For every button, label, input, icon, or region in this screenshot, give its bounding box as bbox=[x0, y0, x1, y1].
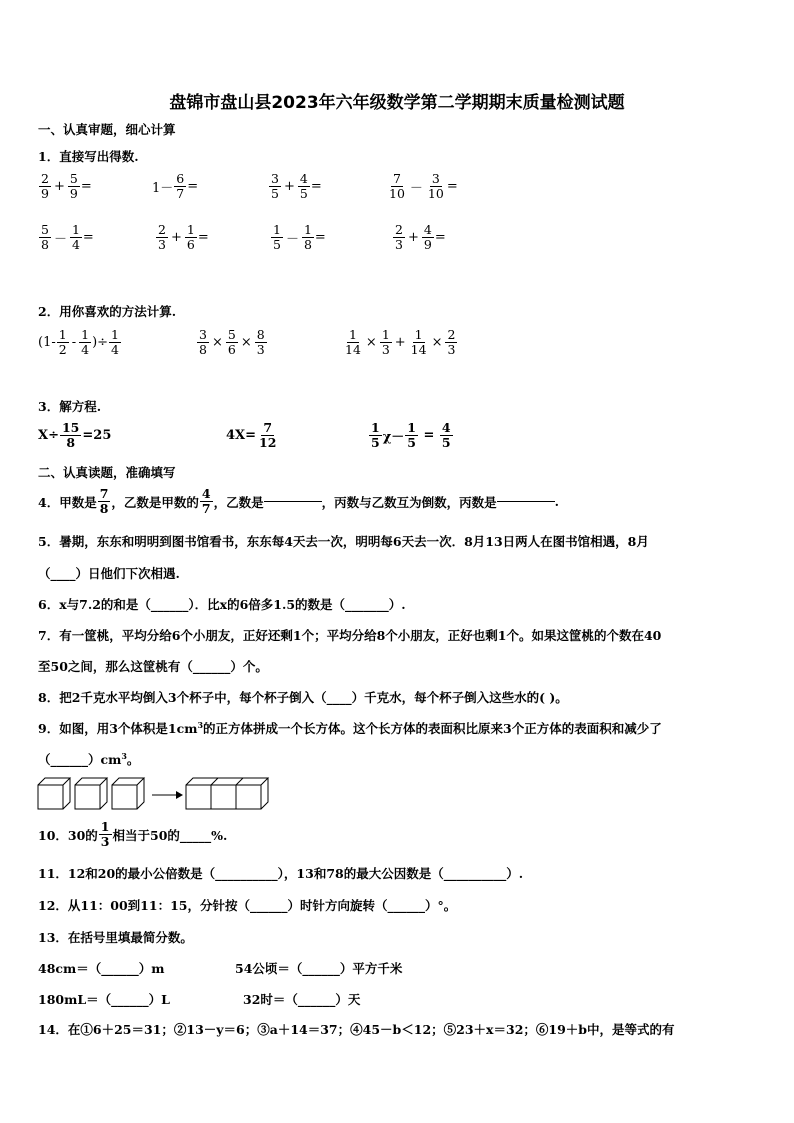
q8: 8．把2千克水平均倒入3个杯子中，每个杯子倒入（____）千克水，每个杯子倒入这些水的( )。 bbox=[38, 690, 568, 705]
fraction: $\frac{2}{3}$ bbox=[395, 222, 403, 253]
q2-label: 2．用你喜欢的方法计算. bbox=[38, 304, 177, 319]
q13-a: 48cm＝（______）m bbox=[38, 961, 165, 976]
q9-line1: 9．如图，用3个体积是$1cm^3$的正方体拼成一个长方体。这个长方体的表面积比原来3个正方体的表面积和减少了 bbox=[38, 719, 662, 736]
fraction: $\frac{3}{5}$ bbox=[271, 171, 279, 202]
fraction: $\frac{3}{8}$ bbox=[199, 327, 207, 358]
q1-r1-b: 1－ $\frac{6}{7}$ = bbox=[152, 171, 199, 202]
q13-b: 54公顷＝（______）平方千米 bbox=[235, 961, 403, 976]
answer-blank bbox=[264, 501, 322, 502]
q13-d: 32时＝（______）天 bbox=[243, 992, 361, 1007]
q6: 6．x与7.2的和是（______）．比x的6倍多1.5的数是（_______）. bbox=[38, 597, 406, 612]
q3-b: 4X= $\frac{7}{12}$ bbox=[226, 420, 277, 451]
fraction: $\frac{5}{9}$ bbox=[69, 171, 78, 202]
q4: 4．甲数是 $\frac{7}{8}$ ，乙数是甲数的 $\frac{4}{7}$ ，乙数是 ，丙数与乙数互为倒数，丙数是 . bbox=[38, 486, 560, 517]
fraction: $\frac{4}{5}$ bbox=[441, 420, 451, 451]
fraction: $\frac{8}{3}$ bbox=[256, 327, 265, 358]
q7-line1: 7．有一筐桃，平均分给6个小朋友，正好还剩1个；平均分给8个小朋友，正好也剩1个。如果这筐桃的个数在40 bbox=[38, 628, 662, 643]
answer-blank bbox=[497, 501, 555, 502]
fraction: $\frac{1}{5}$ bbox=[273, 222, 281, 253]
fraction: $\frac{1}{6}$ bbox=[186, 222, 195, 253]
fraction: $\frac{15}{8}$ bbox=[61, 420, 80, 451]
q3-c: $\frac{1}{5}$ χ－ $\frac{1}{5}$ = $\frac{4}{5}$ bbox=[371, 420, 451, 451]
fraction: $\frac{5}{8}$ bbox=[41, 222, 49, 253]
q7-line2: 至50之间，那么这筐桃有（______）个。 bbox=[38, 659, 268, 674]
fraction: $\frac{1}{4}$ bbox=[81, 327, 90, 358]
fraction: $\frac{1}{14}$ bbox=[410, 327, 427, 358]
q1-r2-d: $\frac{2}{3}$ + $\frac{4}{9}$ = bbox=[395, 222, 446, 253]
fraction: $\frac{1}{8}$ bbox=[303, 222, 312, 253]
cube-figure bbox=[36, 776, 272, 812]
fraction: $\frac{1}{5}$ bbox=[407, 420, 416, 451]
fraction: $\frac{1}{3}$ bbox=[381, 327, 390, 358]
section-1-heading: 一、认真审题，细心计算 bbox=[38, 122, 176, 137]
q14: 14．在①6＋25＝31；②13－y＝6；③a＋14＝37；④45－b＜12；⑤23＋x＝32；⑥19＋b中，是等式的有 bbox=[38, 1022, 675, 1037]
q12: 12．从11：00到11：15，分针按（______）时针方向旋转（______）°。 bbox=[38, 898, 457, 913]
q5-line1: 5．暑期，东东和明明到图书馆看书，东东每4天去一次，明明每6天去一次．8月13日两人在图书馆相遇，8月 bbox=[38, 534, 649, 549]
q2-b: $\frac{3}{8}$ × $\frac{5}{6}$ × $\frac{8}{3}$ bbox=[199, 327, 265, 358]
fraction: $\frac{7}{10}$ bbox=[389, 171, 405, 202]
q1-r1-c: $\frac{3}{5}$ + $\frac{4}{5}$ = bbox=[271, 171, 322, 202]
q13-c: 180mL＝（______）L bbox=[38, 992, 170, 1007]
q2-c: $\frac{1}{14}$ × $\frac{1}{3}$ + $\frac{1}{14}$ × $\frac{2}{3}$ bbox=[345, 327, 456, 358]
q1-label: 1．直接写出得数. bbox=[38, 149, 139, 164]
q1-r1-d: $\frac{7}{10}$ － $\frac{3}{10}$ = bbox=[389, 171, 458, 202]
q5-line2: （____）日他们下次相遇. bbox=[38, 566, 180, 581]
q10: 10．30的 $\frac{1}{3}$ 相当于50的_____%. bbox=[38, 819, 228, 850]
q1-r2-c: $\frac{1}{5}$ － $\frac{1}{8}$ = bbox=[273, 222, 326, 253]
fraction: $\frac{2}{3}$ bbox=[447, 327, 456, 358]
fraction: $\frac{7}{12}$ bbox=[259, 420, 277, 451]
fraction: $\frac{1}{4}$ bbox=[111, 327, 119, 358]
q1-r2-b: $\frac{2}{3}$ + $\frac{1}{6}$ = bbox=[158, 222, 209, 253]
fraction: $\frac{7}{8}$ bbox=[99, 486, 109, 517]
fraction: $\frac{1}{4}$ bbox=[71, 222, 80, 253]
page-title: 盘锦市盘山县2023年六年级数学第二学期期末质量检测试题 bbox=[169, 93, 625, 113]
fraction: $\frac{4}{7}$ bbox=[201, 486, 211, 517]
q11: 11．12和20的最小公倍数是（__________），13和78的最大公因数是（__________）. bbox=[38, 866, 524, 881]
fraction: $\frac{2}{3}$ bbox=[158, 222, 166, 253]
fraction: $\frac{1}{14}$ bbox=[345, 327, 361, 358]
fraction: $\frac{1}{3}$ bbox=[100, 819, 110, 850]
fraction: $\frac{1}{5}$ bbox=[371, 420, 380, 451]
section-2-heading: 二、认真读题，准确填写 bbox=[38, 465, 176, 480]
fraction: $\frac{1}{2}$ bbox=[58, 327, 67, 358]
q3-label: 3．解方程. bbox=[38, 399, 102, 414]
q9-line2: $(\_\_\_\_\_\_)cm^3$。 bbox=[38, 750, 140, 767]
q3-a: X÷ $\frac{15}{8}$ =25 bbox=[38, 420, 112, 451]
fraction: $\frac{5}{6}$ bbox=[227, 327, 236, 358]
q1-r1-a: $\frac{2}{9}$ + $\frac{5}{9}$ = bbox=[41, 171, 92, 202]
fraction: $\frac{4}{9}$ bbox=[423, 222, 432, 253]
fraction: $\frac{3}{10}$ bbox=[427, 171, 444, 202]
fraction: $\frac{6}{7}$ bbox=[176, 171, 185, 202]
fraction: $\frac{2}{9}$ bbox=[41, 171, 49, 202]
fraction: $\frac{4}{5}$ bbox=[299, 171, 308, 202]
q2-a: (1- $\frac{1}{2}$ - $\frac{1}{4}$ )÷ $\frac{1}{4}$ bbox=[38, 327, 119, 358]
q1-r2-a: $\frac{5}{8}$ － $\frac{1}{4}$ = bbox=[41, 222, 94, 253]
q13-label: 13．在括号里填最简分数。 bbox=[38, 930, 193, 945]
